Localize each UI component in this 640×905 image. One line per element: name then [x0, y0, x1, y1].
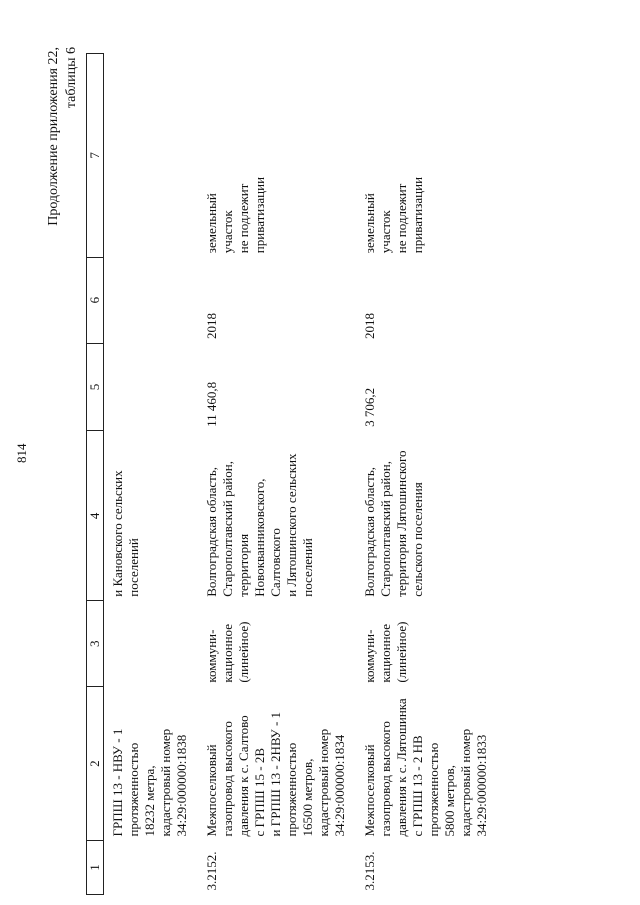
object-location: и Кановского сельских поселений: [110, 470, 141, 597]
header-cell-6: 6: [87, 257, 104, 343]
continuation-line-1: Продолжение приложения 22,: [46, 47, 61, 226]
object-name: ГРПШ 13 - НВУ - 1 протяженностью 18232 метра, кадастровый номер 34:29:000000:1838: [110, 728, 189, 837]
header-cell-7: 7: [87, 54, 104, 258]
continuation-note: [45, 47, 81, 226]
continuation-line-2: таблицы 6: [64, 47, 79, 109]
object-note: земельный участок не подлежит приватизации: [362, 176, 425, 254]
object-note: земельный участок не подлежит приватизации: [204, 176, 267, 254]
object-type: коммуни- кационное (линейное): [204, 621, 251, 683]
header-cell-3: 3: [87, 601, 104, 687]
object-location: Волгоградская область, Старополтавский район, территория Новокванниковского, Салтовского и Лятошинского сельских поселений: [204, 453, 315, 597]
object-year: 2018: [362, 313, 377, 340]
object-area: 11 460,8: [204, 381, 219, 427]
object-type: коммуни- кационное (линейное): [362, 621, 409, 683]
object-area: 3 706,2: [362, 387, 377, 427]
object-type: [104, 601, 199, 687]
table-row: [104, 54, 199, 895]
header-cell-5: 5: [87, 343, 104, 431]
rotated-page: [14, 5, 600, 895]
object-year: [104, 257, 199, 343]
object-note: [104, 54, 199, 258]
row-number: 3.2153.: [362, 851, 377, 891]
header-cell-1: 1: [87, 841, 104, 895]
object-location: Волгоградская область, Старополтавский район, территория Лятошинского сельского поселения: [362, 450, 425, 597]
table-row: [198, 54, 356, 895]
row-number: [104, 841, 199, 895]
object-name: Межпоселковый газопровод высокого давления к с. Лятошинка с ГРПШ 13 - 2 НВ протяженностью 5800 метров, кадастровый номер 34:29:000000:1833: [362, 698, 489, 837]
object-area: [104, 343, 199, 431]
header-cell-2: 2: [87, 687, 104, 841]
object-year: 2018: [204, 313, 219, 340]
header-cell-4: 4: [87, 431, 104, 601]
page-number: 814: [14, 443, 29, 463]
data-table: [86, 53, 498, 895]
object-name: Межпоселковый газопровод высокого давления к с. Салтово с ГРПШ 15 - 2В и ГРПШ 13 - 2НВУ - 1 протяженностью 16500 метров, кадастровый номер 34:29:000000:1834: [204, 711, 347, 837]
row-number: 3.2152.: [204, 851, 219, 891]
table-row: [356, 54, 498, 895]
header-row: [87, 54, 104, 895]
